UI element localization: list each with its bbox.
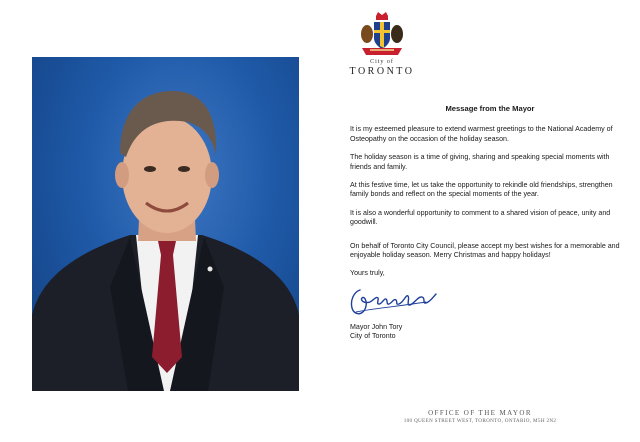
letter-paragraph: It is my esteemed pleasure to extend warmest greetings to the National Academy of Osteopathy on the occasion of the holiday season.	[350, 125, 613, 143]
signer-name: Mayor John Tory	[350, 323, 403, 331]
signature-icon	[346, 284, 438, 318]
mayor-portrait-photo	[32, 57, 299, 391]
city-crest-icon	[356, 10, 408, 58]
letter-closing: Yours truly,	[350, 269, 385, 278]
letter-paragraph: On behalf of Toronto City Council, please accept my best wishes for a memorable and enjoyable holiday season. Merry Christmas and happy holidays!	[350, 241, 620, 260]
letter-paragraph: The holiday season is a time of giving, sharing and speaking special moments with friends and family.	[350, 153, 610, 171]
portrait-illustration	[32, 57, 299, 391]
signer-title: City of Toronto	[350, 332, 396, 340]
mayor-letter	[350, 104, 630, 279]
footer-address: 100 QUEEN STREET WEST, TORONTO, ONTARIO, M5H 2N2	[403, 418, 557, 424]
logo-city-of-text: City of	[370, 59, 394, 65]
logo-city-name: TORONTO	[349, 66, 415, 77]
letter-paragraph: It is also a wonderful opportunity to comment to a shared vision of peace, unity and goodwill.	[350, 208, 611, 227]
footer-office: OFFICE OF THE MAYOR	[428, 409, 532, 417]
letter-paragraph: At this festive time, let us take the opportunity to rekindle old friendships, strengthen family bonds and reflect on the special moments of the year.	[350, 181, 613, 199]
letter-title: Message from the Mayor	[445, 104, 535, 113]
